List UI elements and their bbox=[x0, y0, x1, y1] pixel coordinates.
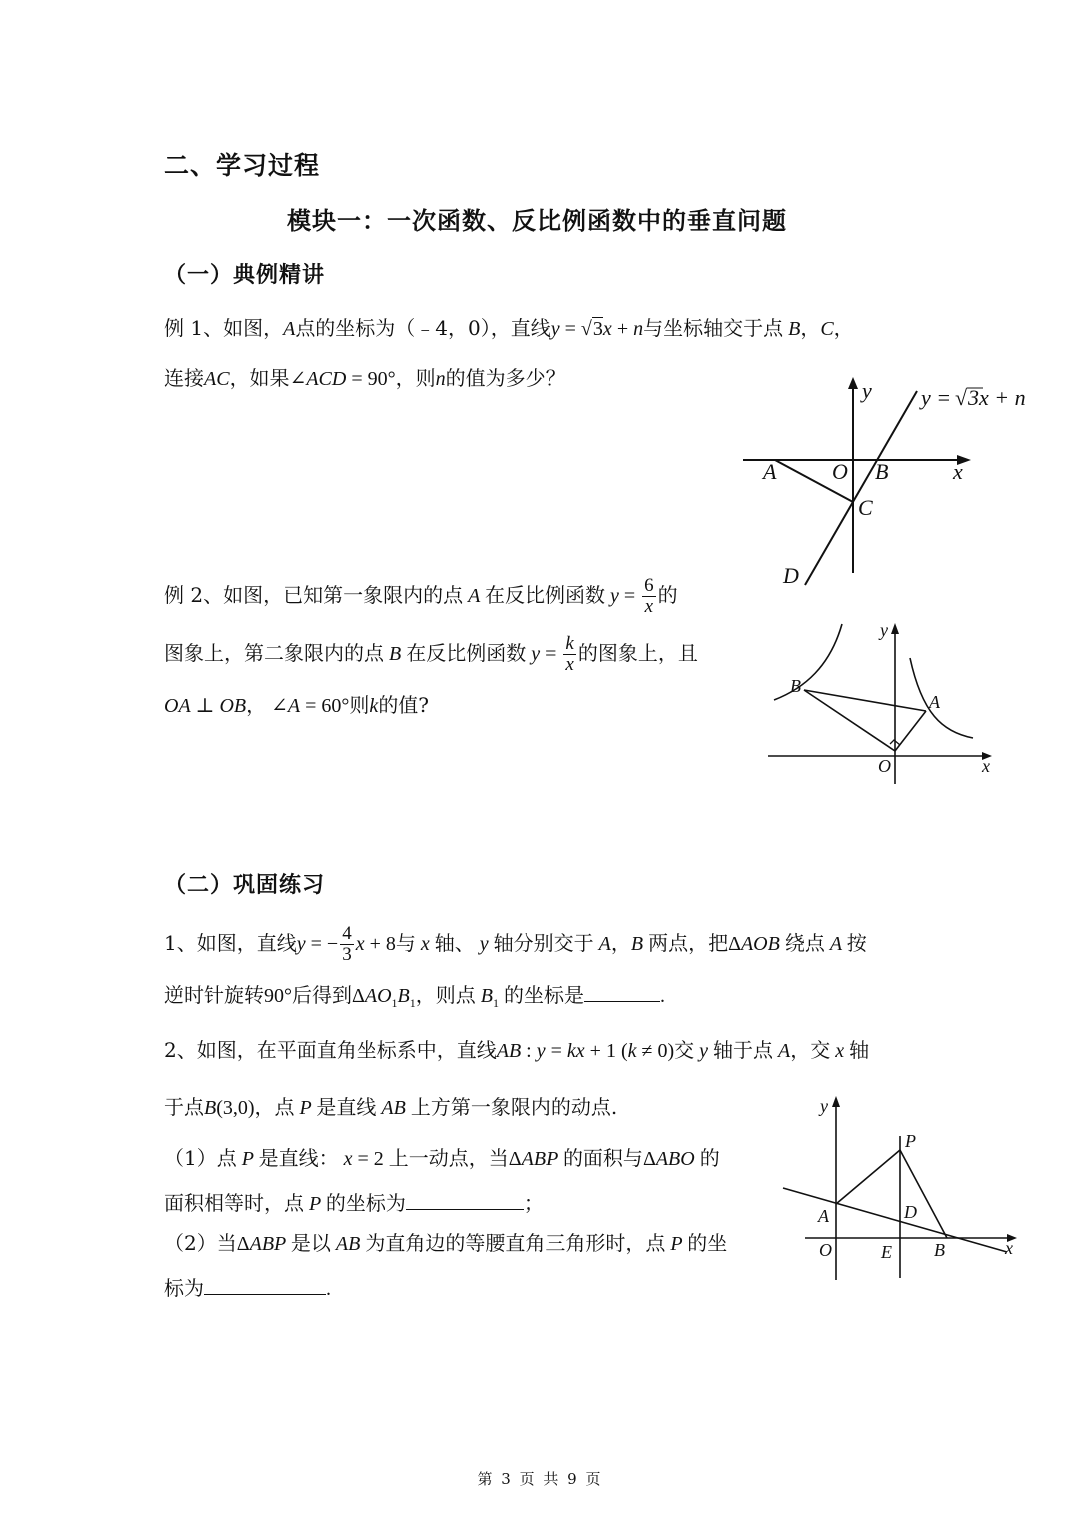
q2-answer2-blank[interactable] bbox=[204, 1276, 326, 1295]
ex1-text: 点的坐标为（﹣4，0），直线 bbox=[295, 316, 551, 340]
ex1-line1: 例 1、如图，A点的坐标为（﹣4，0），直线y = √3x + n与坐标轴交于点 B，C， bbox=[164, 316, 854, 340]
ex2-text: 则 bbox=[349, 693, 370, 717]
label-x: x bbox=[982, 756, 990, 776]
q1-text: 轴、 bbox=[434, 930, 475, 955]
q2-line1: 2、如图，在平面直角坐标系中，直线AB : y = kx + 1 (k ≠ 0)交 y 轴于点 A，交 x 轴 bbox=[164, 1038, 870, 1062]
q2-sub2-line2: 标为 . bbox=[164, 1276, 331, 1300]
q2-text: 轴 bbox=[849, 1038, 870, 1062]
math-angle: ∠ACD bbox=[289, 368, 347, 390]
y-arrow-icon bbox=[832, 1096, 840, 1107]
line-graph bbox=[805, 391, 917, 585]
q1-text: 两点，把 bbox=[648, 930, 729, 955]
ex2-figure bbox=[760, 618, 1000, 788]
label-x: x bbox=[1005, 1238, 1013, 1258]
q2-sub2-line1: （2）当ΔABP 是以 AB 为直角边的等腰直角三角形时，点 P 的坐 bbox=[164, 1231, 728, 1255]
ex1-figure bbox=[735, 375, 1055, 600]
ex1-text: 的值为多少？ bbox=[445, 366, 566, 390]
ex2-line2: 图象上，第二象限内的点 B 在反比例函数 y = $\frac{k}{x}$ 的图象上，且 bbox=[164, 633, 698, 675]
label-P: P bbox=[905, 1131, 916, 1151]
q2-text: 的面积与 bbox=[562, 1146, 643, 1170]
ex1-text: 与坐标轴交于点 bbox=[643, 316, 784, 340]
q2-text: ，交 bbox=[790, 1038, 831, 1062]
q2-sub1-line1: （1）点 P 是直线： x = 2 上一动点，当ΔABP 的面积与ΔABO 的 bbox=[164, 1146, 720, 1170]
q2-text: 交 bbox=[674, 1038, 695, 1062]
q2-text: ，点 bbox=[254, 1095, 295, 1119]
y-arrow-icon bbox=[848, 377, 858, 389]
math-A: A bbox=[283, 318, 296, 340]
ex2-line1: 例 2、如图，已知第一象限内的点 A 在反比例函数 y = $\frac{6}{x}$ 的 bbox=[164, 575, 678, 617]
label-y: y bbox=[820, 1096, 828, 1116]
section-title: 二、学习过程 bbox=[164, 151, 321, 180]
q2-line2: 于点B(3,0)，点 P 是直线 AB 上方第一象限内的动点. bbox=[164, 1095, 618, 1119]
ex1-text: ，如果 bbox=[229, 366, 290, 390]
q2-text: 2、如图，在平面直角坐标系中，直线 bbox=[164, 1038, 497, 1062]
y-arrow-icon bbox=[891, 623, 899, 634]
label-C: C bbox=[858, 495, 873, 520]
label-A: A bbox=[929, 692, 940, 712]
q1-line2: 逆时针旋转90°后得到$\Delta AO_1B_1$，则点 $B_1$ 的坐标是 . bbox=[164, 983, 665, 1010]
q1-text: 1、如图，直线 bbox=[164, 930, 297, 955]
q2-figure bbox=[775, 1090, 1030, 1290]
q1-text: 按 bbox=[846, 930, 867, 955]
q2-text: 标为 bbox=[164, 1276, 204, 1300]
label-D: D bbox=[904, 1202, 917, 1222]
q1-text: 后得到 bbox=[292, 983, 352, 1007]
ex2-text: 的图象上，且 bbox=[577, 640, 698, 665]
q2-sub1-line2: 面积相等时，点 P 的坐标为 ； bbox=[164, 1191, 544, 1215]
segment-AB bbox=[804, 690, 926, 711]
q2-text: 是以 bbox=[290, 1231, 331, 1255]
q2-answer1-blank[interactable] bbox=[406, 1191, 524, 1210]
fraction-4-over-3: $\frac{4}{3}$ bbox=[342, 923, 352, 965]
math-AC: AC bbox=[204, 368, 230, 390]
label-O: O bbox=[832, 459, 848, 484]
page-footer: 第 3 页 共 9 页 bbox=[477, 1470, 603, 1488]
q1-text: 轴分别交于 bbox=[493, 930, 594, 955]
fraction-6-over-x: $\frac{6}{x}$ bbox=[644, 575, 654, 617]
label-O: O bbox=[819, 1240, 832, 1260]
label-y: y bbox=[880, 620, 888, 640]
ex1-lead: 例 1、如图， bbox=[164, 316, 284, 340]
part1-title: （一）典例精讲 bbox=[164, 262, 326, 288]
q1-text: ，则点 bbox=[415, 983, 476, 1007]
ex1-text: ，则 bbox=[395, 366, 436, 390]
line-label-rest: 3x + n bbox=[968, 385, 1026, 410]
ex2-text: 例 2、如图，已知第一象限内的点 bbox=[164, 582, 464, 607]
ex2-line3: OA ⊥ OB， ∠A = 60°则k的值? bbox=[164, 693, 430, 717]
q2-text: 面积相等时，点 bbox=[164, 1191, 304, 1215]
q2-text: （2）当 bbox=[164, 1231, 237, 1255]
q2-text: 是直线： bbox=[258, 1146, 339, 1170]
q2-text: 轴于点 bbox=[713, 1038, 774, 1062]
label-x: x bbox=[953, 459, 963, 484]
label-B: B bbox=[934, 1240, 945, 1260]
q1-answer-blank[interactable] bbox=[584, 983, 660, 1002]
q2-text: 为直角边的等腰直角三角形时，点 bbox=[365, 1231, 666, 1255]
q2-text: 的坐标为 bbox=[325, 1191, 406, 1215]
segment-AP bbox=[836, 1150, 900, 1204]
label-O: O bbox=[878, 756, 891, 776]
q2-text: 是直线 bbox=[316, 1095, 377, 1119]
curve-left bbox=[774, 624, 842, 700]
ex2-text: 的值? bbox=[378, 693, 430, 717]
module-title: 模块一：一次函数、反比例函数中的垂直问题 bbox=[287, 206, 787, 235]
q2-text: 上一动点，当 bbox=[388, 1146, 509, 1170]
ex2-text: 图象上，第二象限内的点 bbox=[164, 640, 384, 665]
ex1-line2: 连接AC，如果∠ACD = 90°，则n的值为多少？ bbox=[164, 366, 566, 390]
q1-text: 逆时针旋转 bbox=[164, 983, 264, 1007]
label-y: y bbox=[862, 378, 872, 403]
ex2-text: 在反比例函数 bbox=[484, 582, 605, 607]
q1-text: 与 bbox=[395, 930, 416, 955]
q2-text: 上方第一象限内的动点. bbox=[410, 1095, 618, 1119]
line-label: y = bbox=[921, 385, 952, 410]
q2-text: （1）点 bbox=[164, 1146, 237, 1170]
curve-right bbox=[910, 658, 973, 738]
math-line-eq: y bbox=[550, 318, 560, 340]
q2-text: 于点 bbox=[164, 1095, 204, 1119]
segment-BP bbox=[900, 1150, 947, 1238]
ex1-text: 连接 bbox=[164, 366, 204, 390]
q1-line1: 1、如图，直线y = − $\frac{4}{3}$ x + 8与 x 轴、 y 轴分别交于 A，B 两点，把ΔAOB 绕点 A 按 bbox=[164, 923, 867, 965]
label-E: E bbox=[881, 1242, 892, 1262]
q2-text: 的坐 bbox=[687, 1231, 728, 1255]
q1-text: 的坐标是 bbox=[503, 983, 584, 1007]
ex2-text: 在反比例函数 bbox=[406, 640, 527, 665]
q2-text: 的 bbox=[699, 1146, 720, 1170]
label-B: B bbox=[875, 459, 889, 484]
segment-OB bbox=[804, 690, 895, 751]
label-B: B bbox=[790, 676, 801, 696]
label-A: A bbox=[818, 1206, 829, 1226]
label-D: D bbox=[783, 563, 799, 588]
part2-title: （二）巩固练习 bbox=[164, 872, 326, 898]
fraction-k-over-x: $\frac{k}{x}$ bbox=[565, 633, 574, 675]
line-AB bbox=[783, 1188, 1007, 1252]
line-label-root: √ bbox=[955, 385, 968, 410]
label-A: A bbox=[763, 459, 777, 484]
ex2-text: 的 bbox=[657, 582, 678, 607]
q1-text: 绕点 bbox=[784, 930, 825, 955]
